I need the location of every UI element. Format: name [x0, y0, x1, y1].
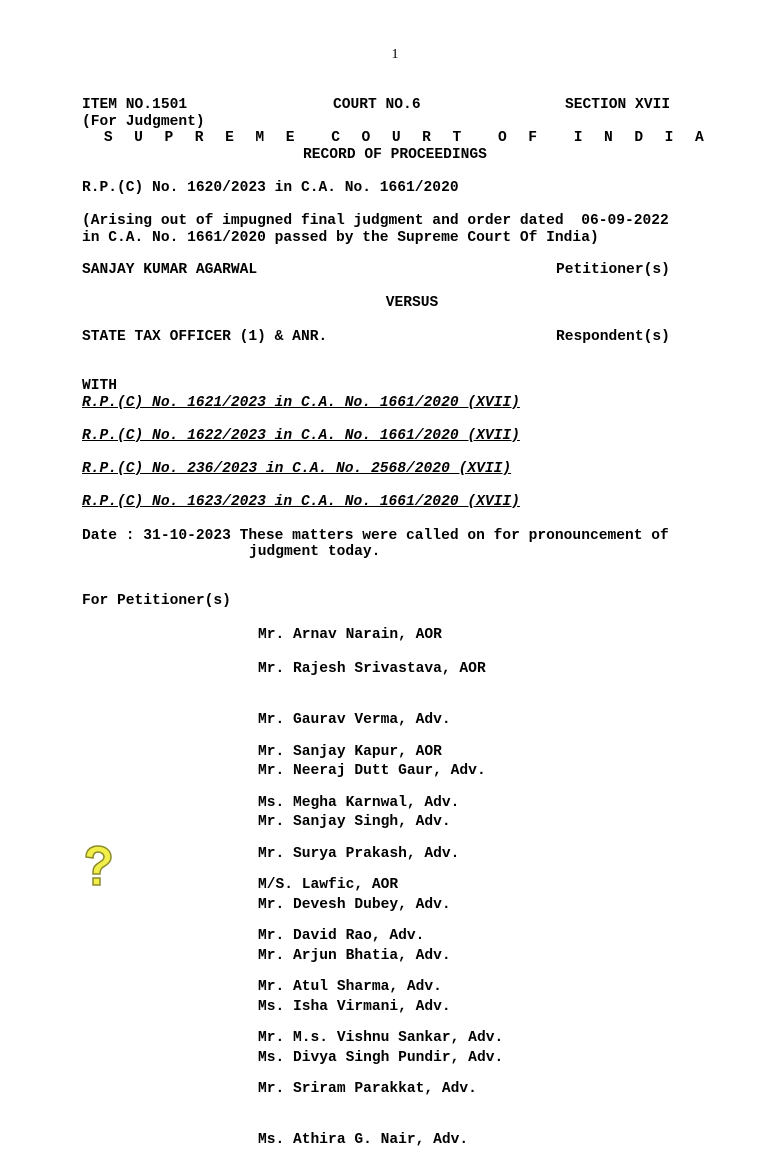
advocate-name: Mr. Sanjay Kapur, AOR [258, 744, 442, 760]
petitioner-name: SANJAY KUMAR AGARWAL [82, 262, 258, 278]
record-of-proceedings: RECORD OF PROCEEDINGS [303, 147, 487, 163]
item-number: ITEM NO.1501 [82, 97, 188, 113]
respondent-label: Respondent(s) [556, 329, 670, 345]
for-judgment: (For Judgment) [82, 114, 205, 130]
advocate-name: Mr. Rajesh Srivastava, AOR [258, 661, 486, 677]
advocate-name: Mr. M.s. Vishnu Sankar, Adv. [258, 1030, 504, 1046]
advocate-name: Ms. Isha Virmani, Adv. [258, 999, 451, 1015]
advocate-name: Mr. David Rao, Adv. [258, 928, 425, 944]
advocate-name: Mr. Gaurav Verma, Adv. [258, 712, 451, 728]
counsel-label: For Petitioner(s) [82, 593, 231, 609]
advocate-name: Ms. Athira G. Nair, Adv. [258, 1132, 469, 1148]
advocate-name: Mr. Arjun Bhatia, Adv. [258, 948, 451, 964]
advocate-name: Mr. Neeraj Dutt Gaur, Adv. [258, 763, 486, 779]
with-label: WITH [82, 378, 118, 394]
petitioner-label: Petitioner(s) [556, 262, 670, 278]
question-mark-icon[interactable] [80, 845, 116, 889]
court-number: COURT NO.6 [333, 97, 421, 113]
date-line-2: judgment today. [249, 544, 381, 560]
advocate-name: Mr. Atul Sharma, Adv. [258, 979, 442, 995]
advocate-name: Ms. Megha Karnwal, Adv. [258, 795, 460, 811]
advocate-name: Mr. Surya Prakash, Adv. [258, 846, 460, 862]
section-label: SECTION XVII [565, 97, 671, 113]
connected-case-link[interactable]: R.P.(C) No. 1622/2023 in C.A. No. 1661/2020 (XVII) [82, 428, 520, 444]
respondent-name: STATE TAX OFFICER (1) & ANR. [82, 329, 328, 345]
connected-case-link[interactable]: R.P.(C) No. 1621/2023 in C.A. No. 1661/2020 (XVII) [82, 395, 520, 411]
arising-line-1: (Arising out of impugned final judgment and order dated 06-09-2022 [82, 213, 669, 229]
connected-case-link[interactable]: R.P.(C) No. 236/2023 in C.A. No. 2568/2020 (XVII) [82, 461, 512, 477]
connected-case-link[interactable]: R.P.(C) No. 1623/2023 in C.A. No. 1661/2020 (XVII) [82, 494, 520, 510]
advocate-name: M/S. Lawfic, AOR [258, 877, 399, 893]
advocate-name: Mr. Sanjay Singh, Adv. [258, 814, 451, 830]
advocate-name: Ms. Divya Singh Pundir, Adv. [258, 1050, 504, 1066]
case-number: R.P.(C) No. 1620/2023 in C.A. No. 1661/2020 [82, 180, 459, 196]
advocate-name: Mr. Sriram Parakkat, Adv. [258, 1081, 477, 1097]
counsel-group [258, 843, 503, 1166]
versus-label: VERSUS [385, 295, 439, 311]
court-name: S U P R E M E C O U R T O F I N D I A [103, 130, 711, 146]
page-number: 1 [391, 47, 399, 62]
arising-line-2: in C.A. No. 1661/2020 passed by the Supreme Court Of India) [82, 230, 599, 246]
advocate-name: Mr. Arnav Narain, AOR [258, 627, 442, 643]
advocate-name: Mr. Devesh Dubey, Adv. [258, 897, 451, 913]
date-line-1: Date : 31-10-2023 These matters were called on for pronouncement of [82, 528, 669, 544]
